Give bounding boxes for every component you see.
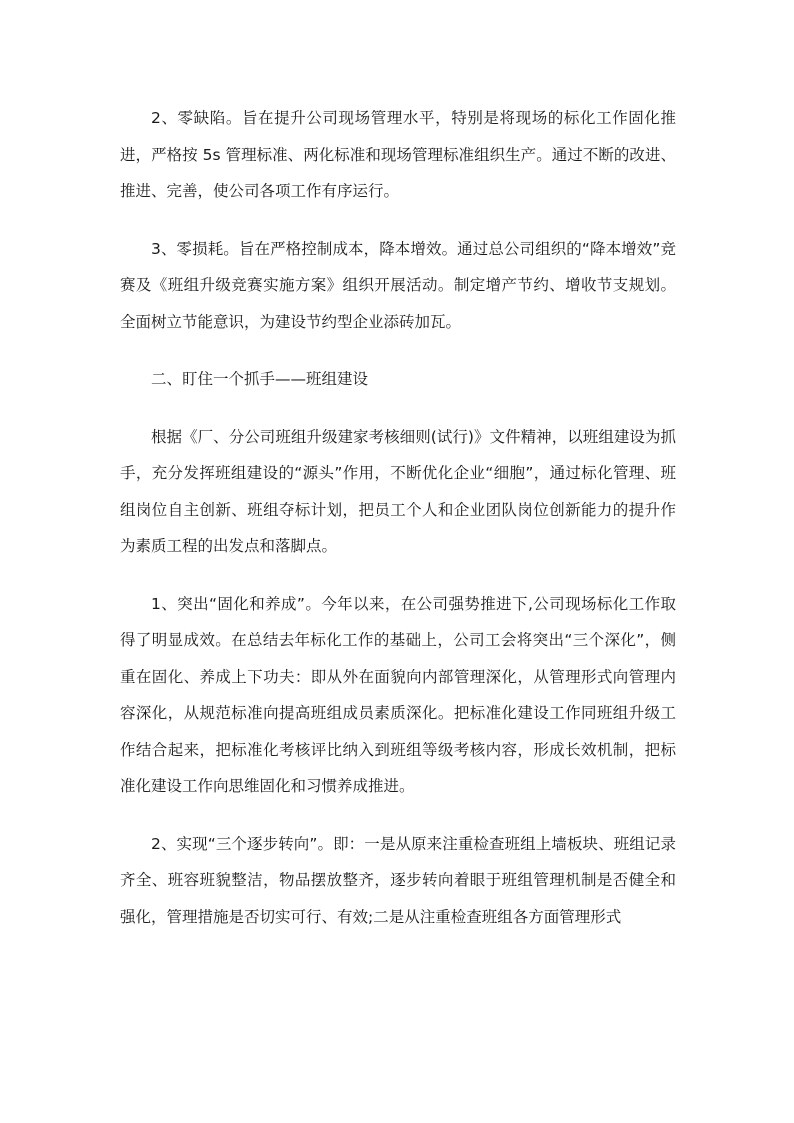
paragraph-zero-defect: 2、零缺陷。旨在提升公司现场管理水平，特别是将现场的标化工作固化推进，严格按 5s 管理标准、两化标准和现场管理标准组织生产。通过不断的改进、推进、完善，使公司各项工作有序运行。 [120,109,676,200]
paragraph-solidify-and-cultivate: 1、突出“固化和养成”。今年以来，在公司强势推进下,公司现场标化工作取得了明显成效。在总结去年标化工作的基础上，公司工会将突出“三个深化”，侧重在固化、养成上下功夫：即从外在面貌向内部管理深化，从管理形式向管理内容深化，从规范标准向提高班组成员素质深化。把标准化建设工作同班组升级工作结合起来，把标准化考核评比纳入到班组等级考核内容，形成长效机制，把标准化建设工作向思维固化和习惯养成推进。 [120,594,676,795]
section-heading-team-building: 二、盯住一个抓手——班组建设 [151,370,369,388]
paragraph-team-building-basis: 根据《厂、分公司班组升级建家考核细则(试行)》文件精神，以班组建设为抓手，充分发挥班组建设的“源头”作用，不断优化企业“细胞”，通过标化管理、班组岗位自主创新、班组夺标计划，把员工个人和企业团队岗位创新能力的提升作为素质工程的出发点和落脚点。 [120,427,676,555]
document-body [120,100,676,956]
paragraph-three-gradual-shifts: 2、实现“三个逐步转向”。即：一是从原来注重检查班组上墙板块、班组记录齐全、班容班貌整洁，物品摆放整齐，逐步转向着眼于班组管理机制是否健全和强化，管理措施是否切实可行、有效;二是从注重检查班组各方面管理形式 [120,834,676,926]
paragraph-zero-loss: 3、零损耗。旨在严格控制成本，降本增效。通过总公司组织的“降本增效”竞赛及《班组升级竞赛实施方案》组织开展活动。制定增产节约、增收节支规划。全面树立节能意识，为建设节约型企业添砖加瓦。 [120,239,676,331]
